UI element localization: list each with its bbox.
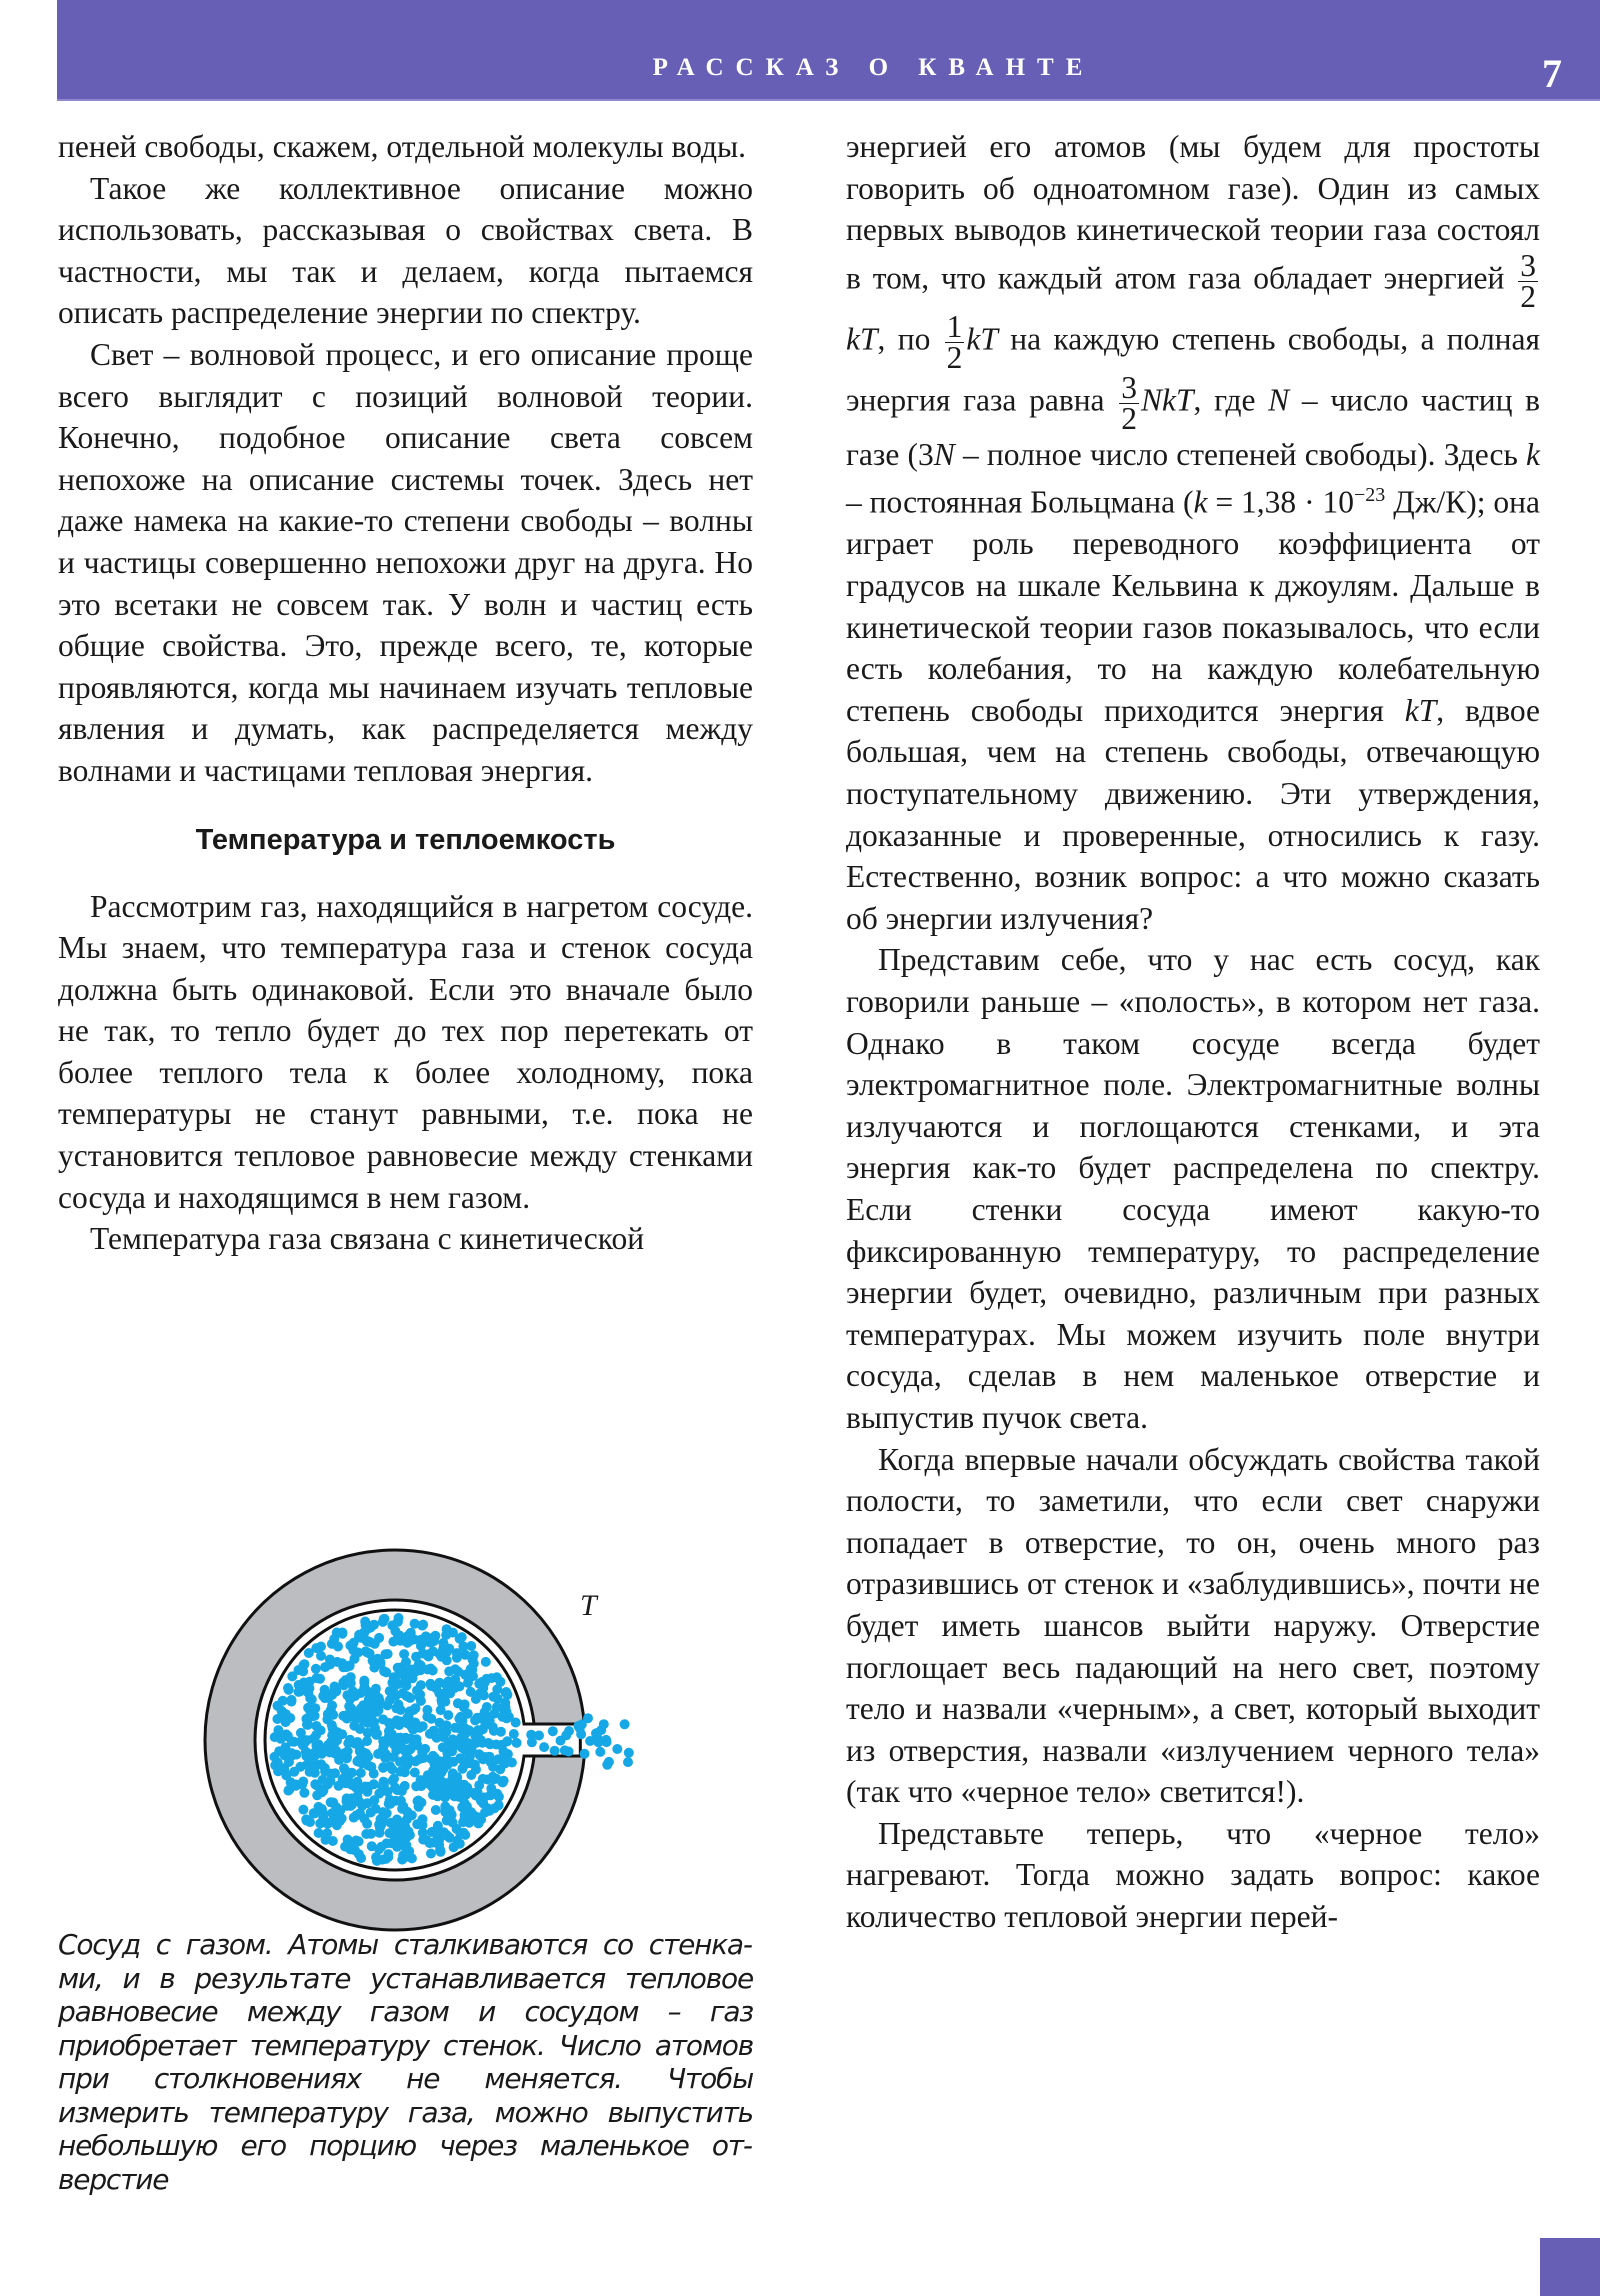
section-heading: Температура и теплоемкость <box>195 823 616 856</box>
gas-atom <box>311 1664 321 1674</box>
gas-atom <box>312 1790 322 1800</box>
math-NkT: NkT <box>1141 382 1194 418</box>
gas-atom <box>492 1672 502 1682</box>
gas-atom <box>360 1782 370 1792</box>
denominator: 2 <box>1520 278 1536 314</box>
gas-atom <box>486 1784 496 1794</box>
gas-atom <box>490 1803 500 1813</box>
gas-atom <box>316 1642 326 1652</box>
text-run: – число частиц в газе (3 <box>846 382 1541 472</box>
gas-atom <box>394 1669 404 1679</box>
gas-atom <box>270 1732 280 1742</box>
gas-atom <box>475 1713 485 1723</box>
paragraph: Температура газа связана с кинетической <box>90 1221 645 1257</box>
gas-atom <box>426 1849 436 1859</box>
gas-atom <box>328 1723 338 1733</box>
running-title: РАССКАЗ О КВАНТЕ <box>652 54 1095 81</box>
gas-atom <box>431 1805 441 1815</box>
escaping-atom <box>550 1746 560 1756</box>
gas-atom <box>415 1723 425 1733</box>
gas-atom <box>356 1768 366 1778</box>
gas-atom <box>476 1678 486 1688</box>
gas-atom <box>330 1682 340 1692</box>
gas-atom <box>310 1711 320 1721</box>
gas-atom <box>499 1706 509 1716</box>
math-k: k <box>1193 484 1208 520</box>
gas-atom <box>317 1804 327 1814</box>
gas-atom <box>341 1778 351 1788</box>
gas-vessel-diagram <box>195 1540 655 1950</box>
right-column <box>846 126 1540 1938</box>
gas-atom <box>361 1646 371 1656</box>
gas-atom <box>395 1818 405 1828</box>
gas-atom <box>307 1763 317 1773</box>
figure-caption: Сосуд с газом. Атомы сталкиваются со стенками, и в результате устанавливается тепловое равновесие между газом и сосудом – газ приобретает температуру стенок. Число атомов при столкновениях не меняется. Чтобы измерить температуру газа, можно выпустить небольшую его порцию через маленькое отверстие <box>58 1928 753 2196</box>
gas-atom <box>282 1749 292 1759</box>
gas-atom <box>459 1723 469 1733</box>
fraction-one-half <box>945 308 965 375</box>
gas-atom <box>453 1667 463 1677</box>
gas-atom <box>450 1723 460 1733</box>
gas-atom <box>314 1828 324 1838</box>
gas-atom <box>423 1652 433 1662</box>
math-N: N <box>933 436 955 472</box>
gas-atom <box>383 1649 393 1659</box>
gas-atom <box>488 1722 498 1732</box>
gas-atom <box>343 1835 353 1845</box>
denominator: 2 <box>946 339 963 375</box>
gas-atom <box>479 1690 489 1700</box>
gas-atom <box>438 1644 448 1654</box>
escaping-atom <box>591 1728 601 1738</box>
gas-atom <box>478 1754 488 1764</box>
gas-atom <box>435 1678 445 1688</box>
paragraph: Когда впервые начали обсуждать свойства такой полости, то заметили, что если свет снаружи попадает в отверстие, то он, очень много раз отразившись от стенок и «заблудившись», почти не будет иметь шансов выйти наружу. Отверстие поглощает весь падающий на него свет, поэтому тело и назвали «черным», а свет, который выходит из отверстия, назвали «излучением черного тела» (так что «черное тело» светится!). <box>846 1441 1540 1810</box>
temperature-label: T <box>580 1589 597 1622</box>
gas-atom <box>314 1739 324 1749</box>
gas-atom <box>410 1768 420 1778</box>
gas-atom <box>382 1700 392 1710</box>
gas-atom <box>369 1717 379 1727</box>
gas-atom <box>379 1614 389 1624</box>
gas-atom <box>323 1709 333 1719</box>
gas-atom <box>414 1691 424 1701</box>
gas-atom <box>442 1816 452 1826</box>
gas-atom <box>342 1690 352 1700</box>
gas-atom <box>387 1838 397 1848</box>
gas-atom <box>381 1854 391 1864</box>
gas-atom <box>333 1642 343 1652</box>
gas-atom <box>412 1819 422 1829</box>
gas-atom <box>332 1735 342 1745</box>
gas-atom <box>308 1750 318 1760</box>
gas-atom <box>396 1705 406 1715</box>
gas-atom <box>372 1856 382 1866</box>
gas-atom <box>355 1808 365 1818</box>
gas-atom <box>392 1715 402 1725</box>
gas-atom <box>352 1756 362 1766</box>
gas-atom <box>291 1780 301 1790</box>
gas-atom <box>371 1684 381 1694</box>
gas-atom <box>440 1792 450 1802</box>
gas-atom <box>374 1705 384 1715</box>
gas-atom <box>410 1619 420 1629</box>
gas-atom <box>299 1678 309 1688</box>
gas-atom <box>455 1753 465 1763</box>
gas-atom <box>405 1830 415 1840</box>
gas-atom <box>443 1741 453 1751</box>
escaping-atom <box>560 1745 570 1755</box>
escaping-atom <box>575 1723 585 1733</box>
gas-atom <box>499 1776 509 1786</box>
gas-atom <box>458 1641 468 1651</box>
escaping-atom <box>561 1730 571 1740</box>
gas-atom <box>428 1751 438 1761</box>
math-N: N <box>1268 382 1290 418</box>
gas-atom <box>332 1628 342 1638</box>
gas-atom <box>457 1802 467 1812</box>
gas-atom <box>283 1683 293 1693</box>
gas-atom <box>394 1630 404 1640</box>
gas-atom <box>359 1628 369 1638</box>
gas-atom <box>400 1781 410 1791</box>
denominator: 2 <box>1121 400 1137 436</box>
gas-atom <box>358 1715 368 1725</box>
gas-atom <box>376 1814 386 1824</box>
left-column <box>58 126 753 1260</box>
text-run: энергией его атомов (мы будем для простоты говорить об одноатомном газе). Один из самых первых выводов кинетической теории газа состоял в том, что каждый атом газа обладает энергией <box>846 129 1540 296</box>
gas-atom <box>347 1768 357 1778</box>
gas-atom <box>441 1630 451 1640</box>
gas-atom <box>456 1733 466 1743</box>
gas-atom <box>320 1662 330 1672</box>
boltzmann-value: = 1,38 · 10 <box>1207 484 1355 520</box>
gas-atom <box>488 1762 498 1772</box>
gas-atom <box>356 1853 366 1863</box>
gas-atom <box>362 1819 372 1829</box>
gas-atom <box>365 1637 375 1647</box>
escaping-atom <box>599 1719 609 1729</box>
gas-atom <box>331 1802 341 1812</box>
gas-atom <box>439 1827 449 1837</box>
gas-atom <box>417 1779 427 1789</box>
gas-atom <box>512 1738 522 1748</box>
fraction-three-halves <box>1119 369 1139 436</box>
math-kT: kT <box>1404 692 1437 728</box>
gas-atom <box>275 1765 285 1775</box>
header-bar <box>57 0 1600 101</box>
paragraph: Такое же коллективное описание можно использовать, рассказывая о свойствах света. В частности, мы так и делаем, когда пытаемся описать распределение энергии по спектру. <box>58 170 753 331</box>
gas-atom <box>403 1631 413 1641</box>
gas-atom <box>478 1724 488 1734</box>
gas-atom <box>363 1752 373 1762</box>
escaping-atom <box>624 1748 634 1758</box>
gas-atom <box>511 1718 521 1728</box>
escaping-atom <box>602 1760 612 1770</box>
gas-atom <box>344 1701 354 1711</box>
exponent: −23 <box>1354 484 1386 507</box>
escaping-atom <box>620 1719 630 1729</box>
gas-atom <box>377 1746 387 1756</box>
gas-atom <box>384 1799 394 1809</box>
gas-atom <box>378 1714 388 1724</box>
paragraph: Рассмотрим газ, находящийся в нагретом сосуде. Мы знаем, что температура газа и стенок сосуда должна быть одинаковой. Если это вначале было не так, то тепло будет до тех пор перетекать от более теплого тела к более холодному, пока температуры не станут равными, т.е. пока не установится тепловое равновесие между стенками сосуда и находящимся в нем газом. <box>58 888 753 1215</box>
gas-atom <box>489 1709 499 1719</box>
gas-atom <box>404 1712 414 1722</box>
escaping-atom <box>601 1735 611 1745</box>
gas-atom <box>471 1765 481 1775</box>
gas-atom <box>461 1790 471 1800</box>
paragraph: Представим себе, что у нас есть сосуд, как говорили раньше – «полость», в котором нет газа. Однако в таком сосуде всегда будет электромагнитное поле. Электромагнитные волны излучаются и поглощаются стенками, и эта энергия как-то будет распределена по спектру. Если стенки сосуда имеют какую-то фиксированную температуру, то распределение энергии будет, очевидно, различным при разных температурах. Мы можем изучить поле внутри сосуда, сделав в нем маленькое отверстие и выпустив пучок света. <box>846 942 1540 1435</box>
gas-atom <box>427 1776 437 1786</box>
gas-atom <box>374 1633 384 1643</box>
escaping-atom <box>580 1749 590 1759</box>
gas-atom <box>375 1659 385 1669</box>
numerator: 3 <box>1520 247 1536 283</box>
gas-atom <box>371 1804 381 1814</box>
text-run: на каждую степень свободы, а полная энергия газа равна <box>846 321 1541 418</box>
gas-atom <box>429 1726 439 1736</box>
gas-atom <box>429 1827 439 1837</box>
gas-atom <box>444 1666 454 1676</box>
gas-atom <box>332 1657 342 1667</box>
gas-atom <box>423 1635 433 1645</box>
gas-atom <box>455 1779 465 1789</box>
gas-atom <box>343 1738 353 1748</box>
gas-atom <box>412 1734 422 1744</box>
gas-atom <box>340 1750 350 1760</box>
gas-atom <box>413 1796 423 1806</box>
gas-atom <box>497 1740 507 1750</box>
gas-atom <box>342 1793 352 1803</box>
gas-atom <box>315 1674 325 1684</box>
gas-atom <box>422 1705 432 1715</box>
gas-atom <box>432 1761 442 1771</box>
gas-atom <box>485 1739 495 1749</box>
text-run: – полное число степеней свободы). Здесь <box>962 436 1518 472</box>
page-number: 7 <box>1542 51 1562 96</box>
gas-atom <box>397 1804 407 1814</box>
gas-atom <box>294 1687 304 1697</box>
text-run: Дж/К); она играет роль переводного коэффициента от градусов на шкале Кельвина к джоулям. Дальше в кинетической теории газов показывалось, что если есть колебания, то на каждую колебательную степень свободы приходится энергия <box>846 484 1540 728</box>
gas-atom <box>476 1815 486 1825</box>
corner-tab <box>1540 2238 1600 2296</box>
gas-atom <box>345 1641 355 1651</box>
numerator: 3 <box>1121 369 1137 405</box>
gas-atom <box>482 1702 492 1712</box>
fraction-three-halves <box>1518 247 1538 314</box>
gas-atom <box>420 1744 430 1754</box>
gas-atom <box>460 1830 470 1840</box>
text-run: , по <box>877 321 931 357</box>
gas-atom <box>379 1780 389 1790</box>
gas-atom <box>381 1667 391 1677</box>
gas-atom <box>391 1691 401 1701</box>
text-run: , где <box>1193 382 1256 418</box>
gas-atom <box>349 1721 359 1731</box>
escaping-atom <box>539 1742 549 1752</box>
escaping-atom <box>534 1731 544 1741</box>
gas-atom <box>435 1845 445 1855</box>
gas-atom <box>359 1682 369 1692</box>
gas-atom <box>299 1788 309 1798</box>
gas-atom <box>295 1762 305 1772</box>
gas-atom <box>448 1768 458 1778</box>
gas-atom <box>451 1789 461 1799</box>
gas-atom <box>337 1813 347 1823</box>
gas-atom <box>366 1762 376 1772</box>
gas-atom <box>285 1713 295 1723</box>
paragraph: Представьте теперь, что «черное тело» нагревают. Тогда можно задать вопрос: какое количество тепловой энергии перей- <box>846 1815 1540 1935</box>
gas-atom <box>298 1661 308 1671</box>
gas-atom <box>307 1694 317 1704</box>
gas-atom <box>401 1754 411 1764</box>
gas-atom <box>385 1828 395 1838</box>
text-run: – постоянная Больцмана ( <box>846 484 1194 520</box>
escaping-atom <box>612 1744 622 1754</box>
gas-atom <box>297 1735 307 1745</box>
gas-atom <box>316 1759 326 1769</box>
gas-atom <box>325 1776 335 1786</box>
gas-atom <box>440 1801 450 1811</box>
gas-atom <box>303 1720 313 1730</box>
math-kT: kT <box>966 321 998 357</box>
paragraph-kinetic-theory <box>846 126 1540 939</box>
escaping-atom <box>623 1757 633 1767</box>
gas-atom <box>316 1725 326 1735</box>
gas-atom <box>301 1814 311 1824</box>
gas-atom <box>317 1749 327 1759</box>
gas-atom <box>418 1835 428 1845</box>
gas-atom <box>394 1613 404 1623</box>
gas-atom <box>286 1697 296 1707</box>
gas-atom <box>395 1767 405 1777</box>
gas-atom <box>304 1648 314 1658</box>
gas-atom <box>322 1828 332 1838</box>
gas-atom <box>278 1696 288 1706</box>
gas-atom <box>298 1805 308 1815</box>
gas-atom <box>452 1653 462 1663</box>
gas-atom <box>361 1829 371 1839</box>
gas-atom <box>456 1742 466 1752</box>
gas-atom <box>411 1652 421 1662</box>
gas-atom <box>471 1738 481 1748</box>
escaping-atom <box>548 1726 558 1736</box>
paragraph: Свет – волновой процесс, и его описание проще всего выглядит с позиций волновой теории. Конечно, подобное описание света совсем непохоже на описание системы точек. Здесь нет даже намека на какие-то степени свободы – волны и частицы совершенно непохожи друг на друга. Но это всетаки не совсем так. У волн и частиц есть общие свойства. Это, прежде всего, те, которые проявляются, когда мы начинаем изучать тепловые явления и думать, как распределяется между волнами и частицами тепловая энергия. <box>58 336 753 788</box>
gas-atom <box>369 1795 379 1805</box>
escaping-atom <box>595 1747 605 1757</box>
gas-atom <box>501 1687 511 1697</box>
gas-atom <box>406 1721 416 1731</box>
gas-vessel-figure <box>195 1540 655 1950</box>
gas-atom <box>403 1851 413 1861</box>
gas-atom <box>411 1664 421 1674</box>
gas-atom <box>509 1729 519 1739</box>
math-kT: kT <box>846 321 878 357</box>
numerator: 1 <box>946 308 963 344</box>
paragraph: пеней свободы, скажем, отдельной молекулы воды. <box>58 129 747 164</box>
gas-atom <box>456 1712 466 1722</box>
text-run: , вдвое большая, чем на степень свободы, отвечающую поступательному движению. Эти утверждения, доказанные и проверенные, относились к газу. Естественно, возник вопрос: а что можно сказать об энергии излучения? <box>846 692 1540 936</box>
gas-atom <box>469 1659 479 1669</box>
gas-atom <box>423 1665 433 1675</box>
math-k: k <box>1526 436 1541 472</box>
gas-atom <box>341 1675 351 1685</box>
gas-atom <box>320 1685 330 1695</box>
gas-atom <box>402 1734 412 1744</box>
gas-atom <box>355 1740 365 1750</box>
gas-atom <box>428 1790 438 1800</box>
gas-atom <box>439 1730 449 1740</box>
gas-atom <box>481 1657 491 1667</box>
gas-atom <box>354 1836 364 1846</box>
gas-atom <box>378 1762 388 1772</box>
gas-atom <box>418 1620 428 1630</box>
